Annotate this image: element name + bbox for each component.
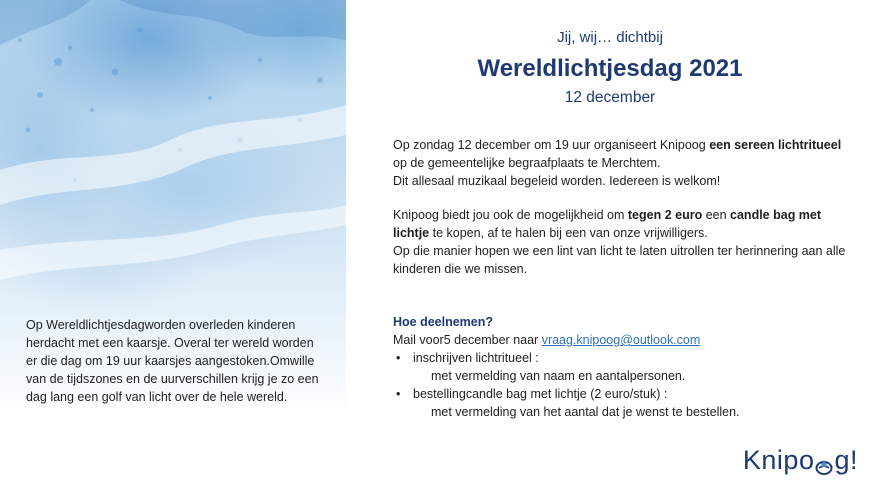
page-title: Wereldlichtjesdag 2021 — [477, 55, 743, 82]
intro-highlight: een sereen lichtritueel — [709, 138, 842, 152]
bullet-registration-detail: met vermelding van naam en aantalpersonen. — [431, 369, 686, 383]
candle-text: Knipoog biedt jou ook de mogelijkheid om — [393, 208, 628, 222]
subtitle: Jij, wij… dichtbij — [557, 29, 663, 46]
intro-line2: Dit allesaal muzikaal begeleid worden. Iedereen is welkom! — [393, 174, 721, 188]
candle-text-end: te kopen, af te halen bij een van onze vrijwilligers. — [429, 226, 708, 240]
bullet-order-detail: met vermelding van het aantal dat je wenst te bestellen. — [431, 405, 740, 419]
left-description: Op Wereldlichtjesdagworden overleden kinderen herdacht met een kaarsje. Overal ter wereld worden er die dag om 19 uur kaarsjes aangestoken.Omwille van de tijdszones en de uurverschillen krijg je zo een dag lang een golf van licht over de hele wereld. — [26, 318, 319, 404]
mail-prefix: Mail voor5 december naar — [393, 333, 542, 347]
knipoog-logo — [743, 445, 858, 476]
logo-text-end: g! — [834, 445, 858, 475]
price-highlight: tegen 2 euro — [627, 208, 703, 222]
bullet-registration: • inschrijven lichtritueel : — [393, 349, 853, 367]
participate-section — [393, 313, 853, 421]
heading-area — [346, 22, 874, 108]
email-link[interactable]: vraag.knipoog@outlook.com — [541, 333, 701, 347]
participate-heading: Hoe deelnemen? — [393, 315, 494, 329]
candle-bag-highlight: candle bag met lichtje — [393, 208, 822, 240]
candle-bag-paragraph — [393, 206, 853, 278]
event-date: 12 december — [564, 89, 656, 106]
logo-text-start: Knipo — [742, 445, 815, 475]
candle-text-mid: een — [702, 208, 731, 222]
bullet-order: • bestellingcandle bag met lichtje (2 euro/stuk) : — [393, 385, 853, 403]
watercolor-splashes — [0, 0, 346, 492]
intro-text-cont: op de gemeentelijke begraafplaats te Merchtem. — [393, 156, 661, 170]
watercolor-background — [0, 0, 346, 492]
wink-eye-icon — [815, 452, 833, 470]
intro-paragraph — [393, 136, 853, 190]
candle-line2: Op die manier hopen we een lint van licht te laten uitrollen ter herinnering aan alle kinderen die we missen. — [393, 244, 846, 276]
intro-text: Op zondag 12 december om 19 uur organiseert Knipoog — [393, 138, 710, 152]
